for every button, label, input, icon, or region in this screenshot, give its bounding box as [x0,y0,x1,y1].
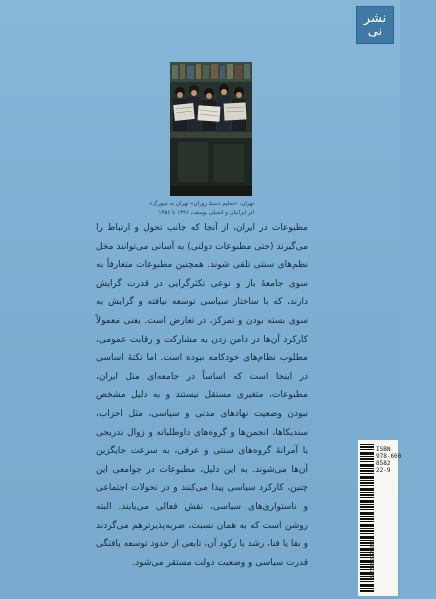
isbn-text [376,446,436,474]
cover-photo [170,62,252,196]
photo-caption-line: اثر ایرانیان و انجیلی یوسف، ۱۳۴۶ تا ۱۳۵۶ [158,210,254,216]
barcode-digits: 9786008582229 [368,540,374,580]
isbn-barcode [358,440,402,596]
isbn-line: 8582 [376,460,391,467]
isbn-label: ISBN [376,446,391,453]
isbn-line: 22-9 [376,467,391,474]
photo-of-students-reading-icon [170,62,252,196]
back-cover-blurb [96,219,308,572]
isbn-line: 978-600 [376,453,402,460]
publisher-logo [356,6,394,44]
photo-caption [149,200,254,218]
photo-caption-line: تهران، «تحلیم دستهٔ زوران» تهران به تیبورگ» [149,201,254,207]
blurb-paragraph: مطبوعات در ایران، از آنجا که جانب تحول و ارتباط را می‌گیرند (حتی مطبوعات دولتی) به آسانی می‌توانند مخل نظم‌های سنتی تلقی شوند. همچنین مطبوعات متعارفاً به سوی جامعهٔ باز و نوعی تکثرگرایی در قدرت گرایش دارند، که با ساختار سیاسی توسعه نیافته و گرایش به سوی بسته بودن و تمرکز، در تعارض است. یعنی معمولاً کارکرد آن‌ها در دامن زدن به مشارکت و رقابت عمومی، مطلوب نظام‌های خودکامه نبوده است. اما نکتهٔ اساسی در اینجا است که اساساً در جامعه‌ای مثل ایران، مطبوعات، متغیری مستقل نیستند و به دلیل مشخص نبودن وضعیت نهادهای مدنی و سیاسی، مثل احزاب، سندیکاها، انجمن‌ها و گروه‌های داوطلبانه و زوال تدریجی یا آمرانهٔ گروه‌های سنتی و عرفی، به سرعت جایگزین آن‌ها می‌شوند. به این دلیل، مطبوعات در جوامعی این چنین، کارکرد سیاسی پیدا می‌کنند و در تحولات اجتماعی و ناستواری‌های سیاسی، نقش فعالی می‌یابند. البته روشن است که به همان نسبت، ضربه‌پذیرترهم می‌گردند و بقا یا فنا، رشد یا رکود آن، تابعی از حدود توسعه یافتگی قدرت سیاسی و وضعیت دولت مستقر می‌شود. [96,223,308,568]
publisher-logo-text: نشر نی [363,11,387,39]
